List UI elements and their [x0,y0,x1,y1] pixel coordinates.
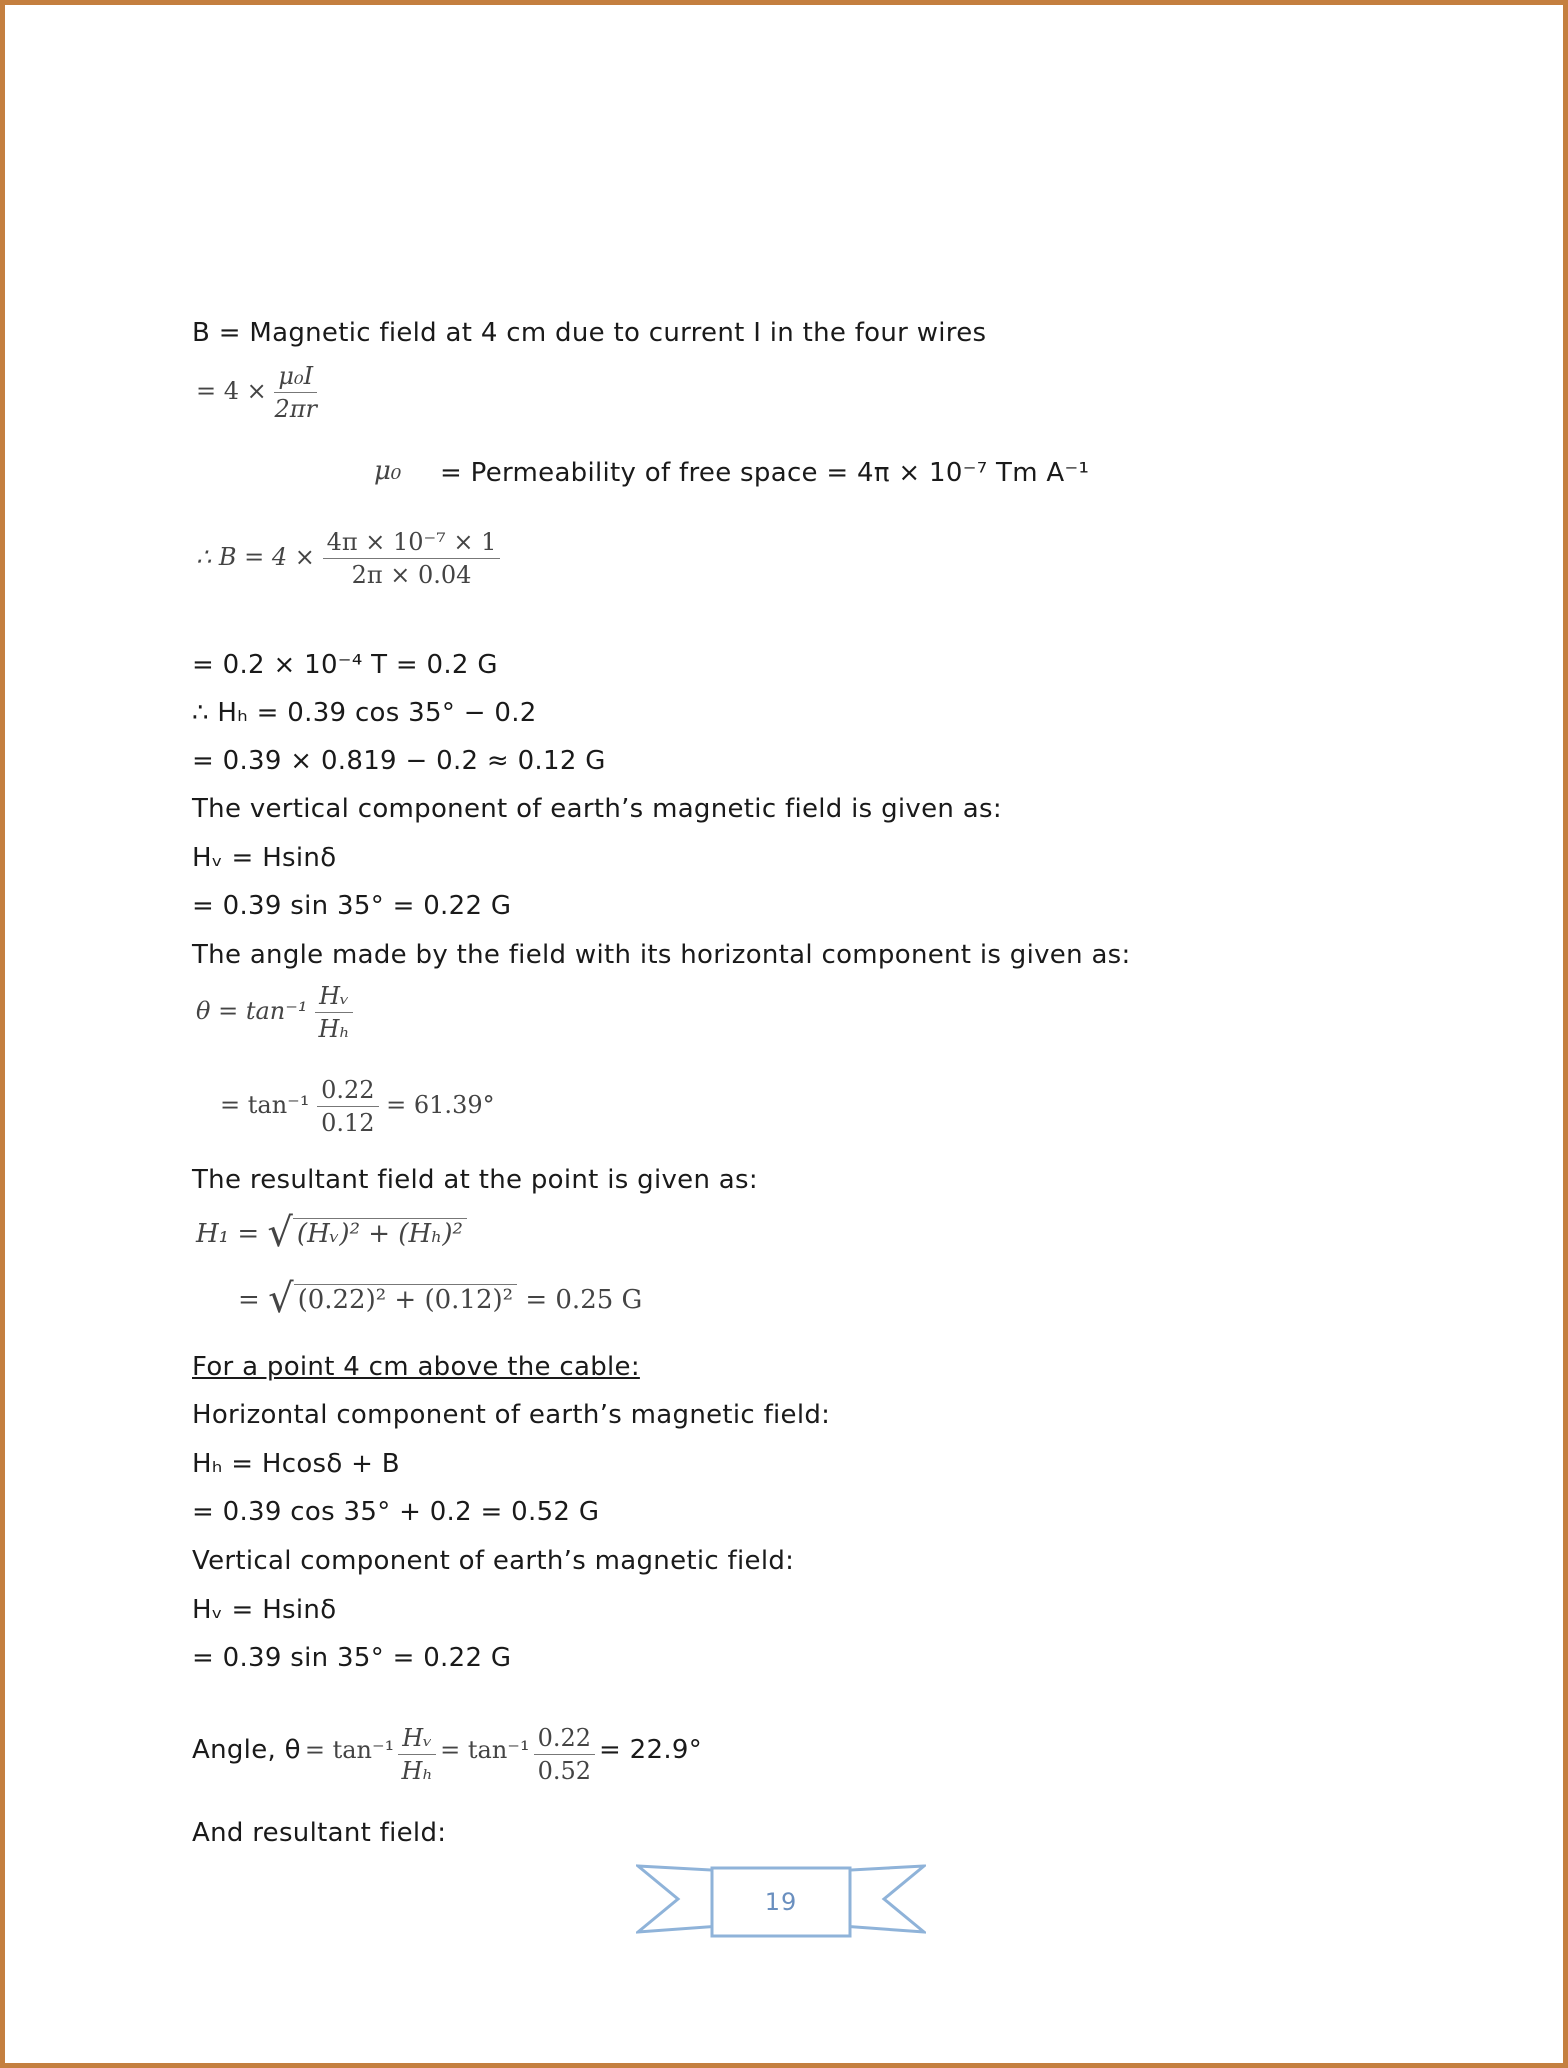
angle-numerator-1: Hᵥ [398,1724,436,1755]
equation-hv-above-result: = 0.39 sin 35° = 0.22 G [192,1643,512,1673]
h1b-radicand: (0.22)² + (0.12)² [294,1284,518,1315]
angle-tan1: = tan⁻¹ [304,1736,395,1765]
mu0-definition: = Permeability of free space = 4π × 10⁻⁷ Tm A⁻¹ [440,458,1090,488]
eq2-fraction [323,528,501,589]
theta-fraction [315,982,353,1043]
equation-hv-above: Hᵥ = Hsinδ [192,1595,337,1625]
angle-denominator-2: 0.52 [537,1757,592,1785]
equation-h1 [196,1210,467,1256]
theta2-result: = 61.39° [386,1091,495,1119]
page-number: 19 [764,1888,798,1916]
h1b-prefix: = [238,1285,260,1315]
angle-fraction-1 [398,1724,436,1785]
angle-fraction-2 [534,1724,595,1785]
theta-denominator: Hₕ [318,1015,350,1043]
eq1-numerator: μ₀I [274,362,317,393]
eq2-numerator: 4π × 10⁻⁷ × 1 [323,528,501,559]
equation-hv-result: = 0.39 sin 35° = 0.22 G [192,891,512,921]
angle-numerator-2: 0.22 [534,1724,595,1755]
theta2-numerator: 0.22 [317,1076,378,1107]
eq1-prefix: = 4 × [196,377,267,405]
equation-b-formula [196,362,317,423]
equation-hh: ∴ Hₕ = 0.39 cos 35° − 0.2 [192,698,537,728]
text-vertical-component-2: Vertical component of earth’s magnetic field: [192,1546,795,1576]
theta2-fraction [317,1076,378,1137]
angle-result: = 22.9° [599,1735,703,1766]
equation-b-result: = 0.2 × 10⁻⁴ T = 0.2 G [192,650,498,680]
text-angle: The angle made by the field with its horizontal component is given as: [192,940,1131,970]
angle-denominator-1: Hₕ [401,1757,433,1785]
eq2-prefix: ∴ B = 4 × [196,543,315,571]
equation-angle-above [192,1724,702,1785]
eq1-denominator: 2πr [274,395,317,423]
equation-hh-above: Hₕ = Hcosδ + B [192,1449,400,1479]
angle-tan2: = tan⁻¹ [440,1736,530,1765]
theta-numerator: Hᵥ [315,982,353,1013]
equation-h1-value [238,1276,642,1322]
equation-hh-result: = 0.39 × 0.819 − 0.2 ≈ 0.12 G [192,746,606,776]
mu0-symbol: μ₀ [374,456,402,486]
equation-theta [196,982,353,1043]
h1-prefix: H₁ = [196,1219,260,1249]
h1b-result: = 0.25 G [525,1285,643,1315]
text-horizontal-component: Horizontal component of earth’s magnetic field: [192,1400,831,1430]
text-vertical-component: The vertical component of earth’s magnetic field is given as: [192,794,1002,824]
theta2-prefix: = tan⁻¹ [220,1091,310,1119]
theta2-denominator: 0.12 [321,1109,375,1137]
equation-hv: Hᵥ = Hsinδ [192,843,337,873]
theta-prefix: θ = tan⁻¹ [196,997,308,1025]
page-number-badge [636,1862,926,1942]
sqrt-sign-icon: √ [267,1210,293,1256]
equation-theta-value [220,1076,495,1137]
sqrt-sign-icon: √ [268,1276,294,1322]
h1-radicand: (Hᵥ)² + (Hₕ)² [293,1218,467,1249]
eq2-denominator: 2π × 0.04 [351,561,472,589]
equation-b-substituted [196,528,500,589]
equation-hh-above-result: = 0.39 cos 35° + 0.2 = 0.52 G [192,1497,600,1527]
text-resultant: The resultant field at the point is given as: [192,1165,758,1195]
text-resultant-2: And resultant field: [192,1818,447,1848]
eq1-fraction [274,362,317,423]
b-definition: B = Magnetic field at 4 cm due to current I in the four wires [192,318,987,348]
heading-above-cable: For a point 4 cm above the cable: [192,1352,640,1382]
angle-label: Angle, θ [192,1735,301,1766]
